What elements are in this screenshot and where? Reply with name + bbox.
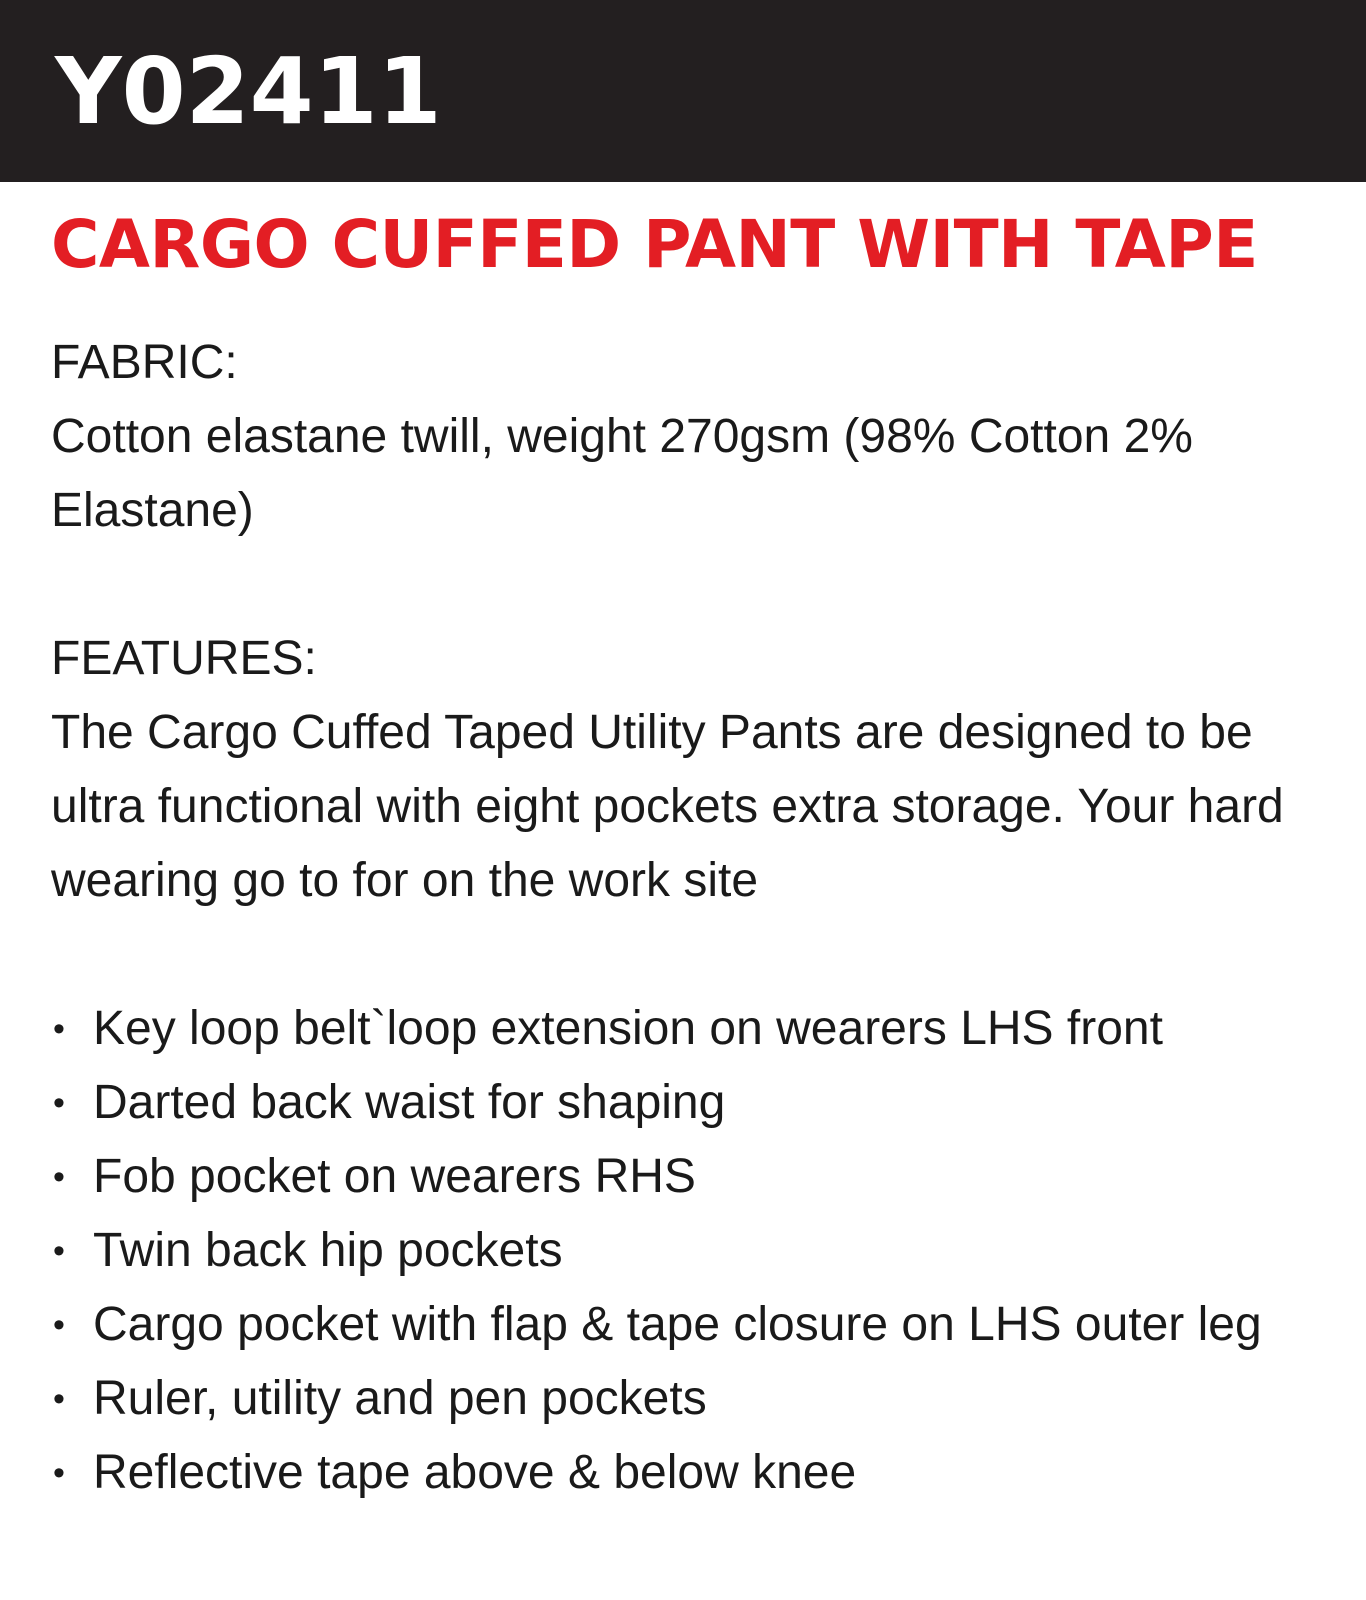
fabric-section <box>51 326 1331 548</box>
header-bar <box>0 0 1366 182</box>
features-heading: FEATURES: <box>51 632 317 685</box>
bullet-icon: • <box>53 1232 65 1270</box>
bullet-icon: • <box>53 1084 65 1122</box>
feature-item <box>51 992 1331 1066</box>
feature-list <box>51 992 1331 1510</box>
feature-text: Key loop belt`loop extension on wearers LHS front <box>93 1002 1163 1055</box>
feature-text: Darted back waist for shaping <box>93 1076 726 1129</box>
feature-item <box>51 1214 1331 1288</box>
fabric-heading: FABRIC: <box>51 336 238 389</box>
bullet-icon: • <box>53 1380 65 1418</box>
bullet-icon: • <box>53 1306 65 1344</box>
feature-item <box>51 1436 1331 1510</box>
feature-text: Reflective tape above & below knee <box>93 1446 857 1499</box>
bullet-icon: • <box>53 1454 65 1492</box>
feature-item <box>51 1140 1331 1214</box>
bullet-icon: • <box>53 1010 65 1048</box>
feature-item <box>51 1288 1331 1362</box>
feature-text: Ruler, utility and pen pockets <box>93 1372 707 1425</box>
product-code: Y02411 <box>55 38 442 145</box>
feature-text: Fob pocket on wearers RHS <box>93 1150 696 1203</box>
feature-text: Twin back hip pockets <box>93 1224 563 1277</box>
fabric-description: Cotton elastane twill, weight 270gsm (98% Cotton 2% Elastane) <box>51 410 1193 537</box>
feature-text: Cargo pocket with flap & tape closure on LHS outer leg <box>93 1298 1262 1351</box>
bullet-icon: • <box>53 1158 65 1196</box>
features-section <box>51 622 1331 1510</box>
feature-item <box>51 1066 1331 1140</box>
product-spec-sheet <box>51 182 1331 1510</box>
feature-item <box>51 1362 1331 1436</box>
features-description: The Cargo Cuffed Taped Utility Pants are designed to be ultra functional with eight pockets extra storage. Your hard wearing go to for on the work site <box>51 706 1284 907</box>
product-title: CARGO CUFFED PANT WITH TAPE <box>51 206 1258 283</box>
